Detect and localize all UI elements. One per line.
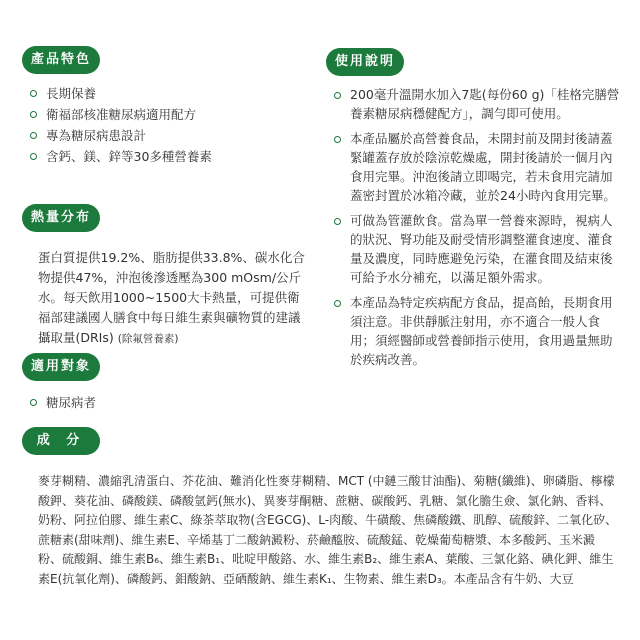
features-list [30,83,300,167]
bullet-icon [334,218,341,225]
target-list [30,392,300,413]
heat-heading: 熱量分布 [22,204,100,232]
bullet-icon [30,153,37,160]
list-item: 本產品屬於高營養食品，未開封前及開封後請蓋緊罐蓋存放於陰涼乾燥處，開封後請於一個月內食用完畢。沖泡後請立即喝完，若未食用完請加蓋密封置於冰箱冷藏，並於24小時內食用完畢。 [334,129,624,205]
list-item: 長期保養 [30,83,300,104]
usage-heading: 使用說明 [326,48,404,76]
bullet-icon [334,300,341,307]
bullet-icon [334,136,341,143]
list-item: 本產品為特定疾病配方食品，提高飴，長期食用須注意。非供靜脈注射用，亦不適合一般人食用；須經醫師或營養師指示使用，食用過量無助於疾病改善。 [334,293,624,369]
usage-list [334,85,624,369]
bullet-icon [30,132,37,139]
list-item: 專為糖尿病患設計 [30,125,300,146]
list-item: 衛福部核准糖尿病適用配方 [30,104,300,125]
bullet-icon [30,399,37,406]
list-item: 含鈣、鎂、鋅等30多種營養素 [30,146,300,167]
ingredients-text: 麥芽糊精、濃縮乳清蛋白、芥花油、難消化性麥芽糊精、MCT (中鏈三酸甘油酯)、菊糖(纖維)、卵磷脂、檸檬酸鉀、葵花油、磷酸鎂、磷酸氫鈣(無水)、異麥芽酮糖、蔗糖、碳酸鈣、乳糖、氯化膽生僉、氯化鈉、香料、奶粉、阿拉伯膠、維生素C、綠茶萃取物(含EGCG)、L-肉酸、牛磺酸、焦磷酸鐵、肌醇、硫酸鋅、二氧化矽、蔗糖素(甜味劑)、維生素E、辛烯基丁二酸鈉澱粉、菸鹼醯胺、硫酸錳、乾燥葡萄糖漿、本多酸鈣、玉米澱粉、硫酸銅、維生素B₆、維生素B₁、吡啶甲酸鉻、水、維生素B₂、維生素A、葉酸、三氯化鉻、碘化鉀、維生素E(抗氧化劑)、磷酸鈣、鉬酸鈉、亞硒酸鈉、維生素K₁、生物素、維生素D₃。本產品含有牛奶、大豆 [38,474,618,586]
bullet-icon [30,90,37,97]
heat-note: (除氟營養素) [117,333,179,345]
heat-text [38,248,308,349]
bullet-icon [334,92,341,99]
list-item: 糖尿病者 [30,392,300,413]
heat-body: 蛋白質提供19.2%、脂肪提供33.8%、碳水化合物提供47%，沖泡後滲透壓為300 mOsm/公斤水。每天飲用1000~1500大卡熱量，可提供衛福部建議國人膳食中每日維生素與礦物質的建議攝取量(DRIs) [38,250,305,345]
ingredients-heading: 成 分 [22,427,100,455]
bullet-icon [30,111,37,118]
list-item: 可做為管灌飲食。當為單一營養來源時，視病人的狀況、腎功能及耐受情形調整灌食速度、灌食量及濃度，同時應避免污染，在灌食間及結束後可給予水分補充，以滿足額外需求。 [334,211,624,287]
features-heading: 產品特色 [22,46,100,74]
list-item: 200毫升溫開水加入7匙(每份60 g)「桂格完膳營養素糖尿病穩健配方」，調勻即可使用。 [334,85,624,123]
target-heading: 適用對象 [22,353,100,381]
